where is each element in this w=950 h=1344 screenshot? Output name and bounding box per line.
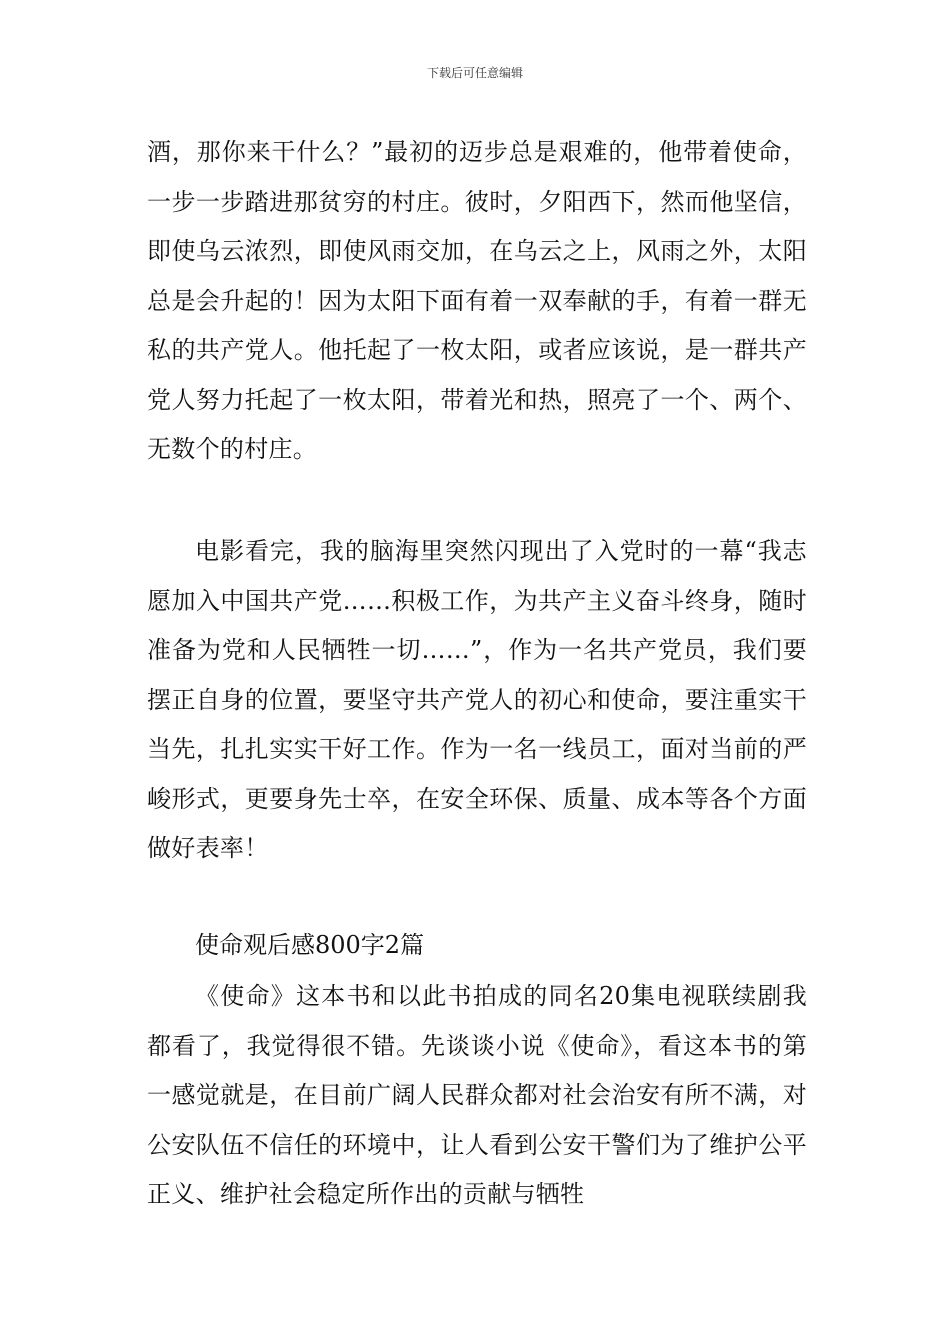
section-title: 使命观后感800字2篇	[195, 931, 425, 959]
body-paragraph-2: 电影看完，我的脑海里突然闪现出了入党时的一幕“我志愿加入中国共产党……积极工作，为共产主义奋斗终身，随时准备为党和人民牺牲一切……”，作为一名共产党员，我们要摆正自身的位置，要坚守共产党人的初心和使命，要注重实干当先，扎扎实实干好工作。作为一名一线员工，面对当前的严峻形式，更要身先士卒，在安全环保、质量、成本等各个方面做好表率！	[147, 537, 807, 862]
body-paragraph-1: 酒，那你来干什么？”最初的迈步总是艰难的，他带着使命，一步一步踏进那贫穷的村庄。彼时，夕阳西下，然而他坚信，即使乌云浓烈，即使风雨交加，在乌云之上，风雨之外，太阳总是会升起的！因为太阳下面有着一双奉献的手，有着一群无私的共产党人。他托起了一枚太阳，或者应该说，是一群共产党人努力托起了一枚太阳，带着光和热，照亮了一个、两个、无数个的村庄。	[147, 138, 807, 463]
section-paragraph: 《使命》这本书和以此书拍成的同名20集电视联续剧我都看了，我觉得很不错。先谈谈小说《使命》，看这本书的第一感觉就是，在目前广阔人民群众都对社会治安有所不满，对公安队伍不信任的环境中，让人看到公安干警们为了维护公平正义、维护社会稳定所作出的贡献与牺牲	[147, 982, 807, 1208]
page-header: 下载后可任意编辑	[426, 66, 523, 80]
